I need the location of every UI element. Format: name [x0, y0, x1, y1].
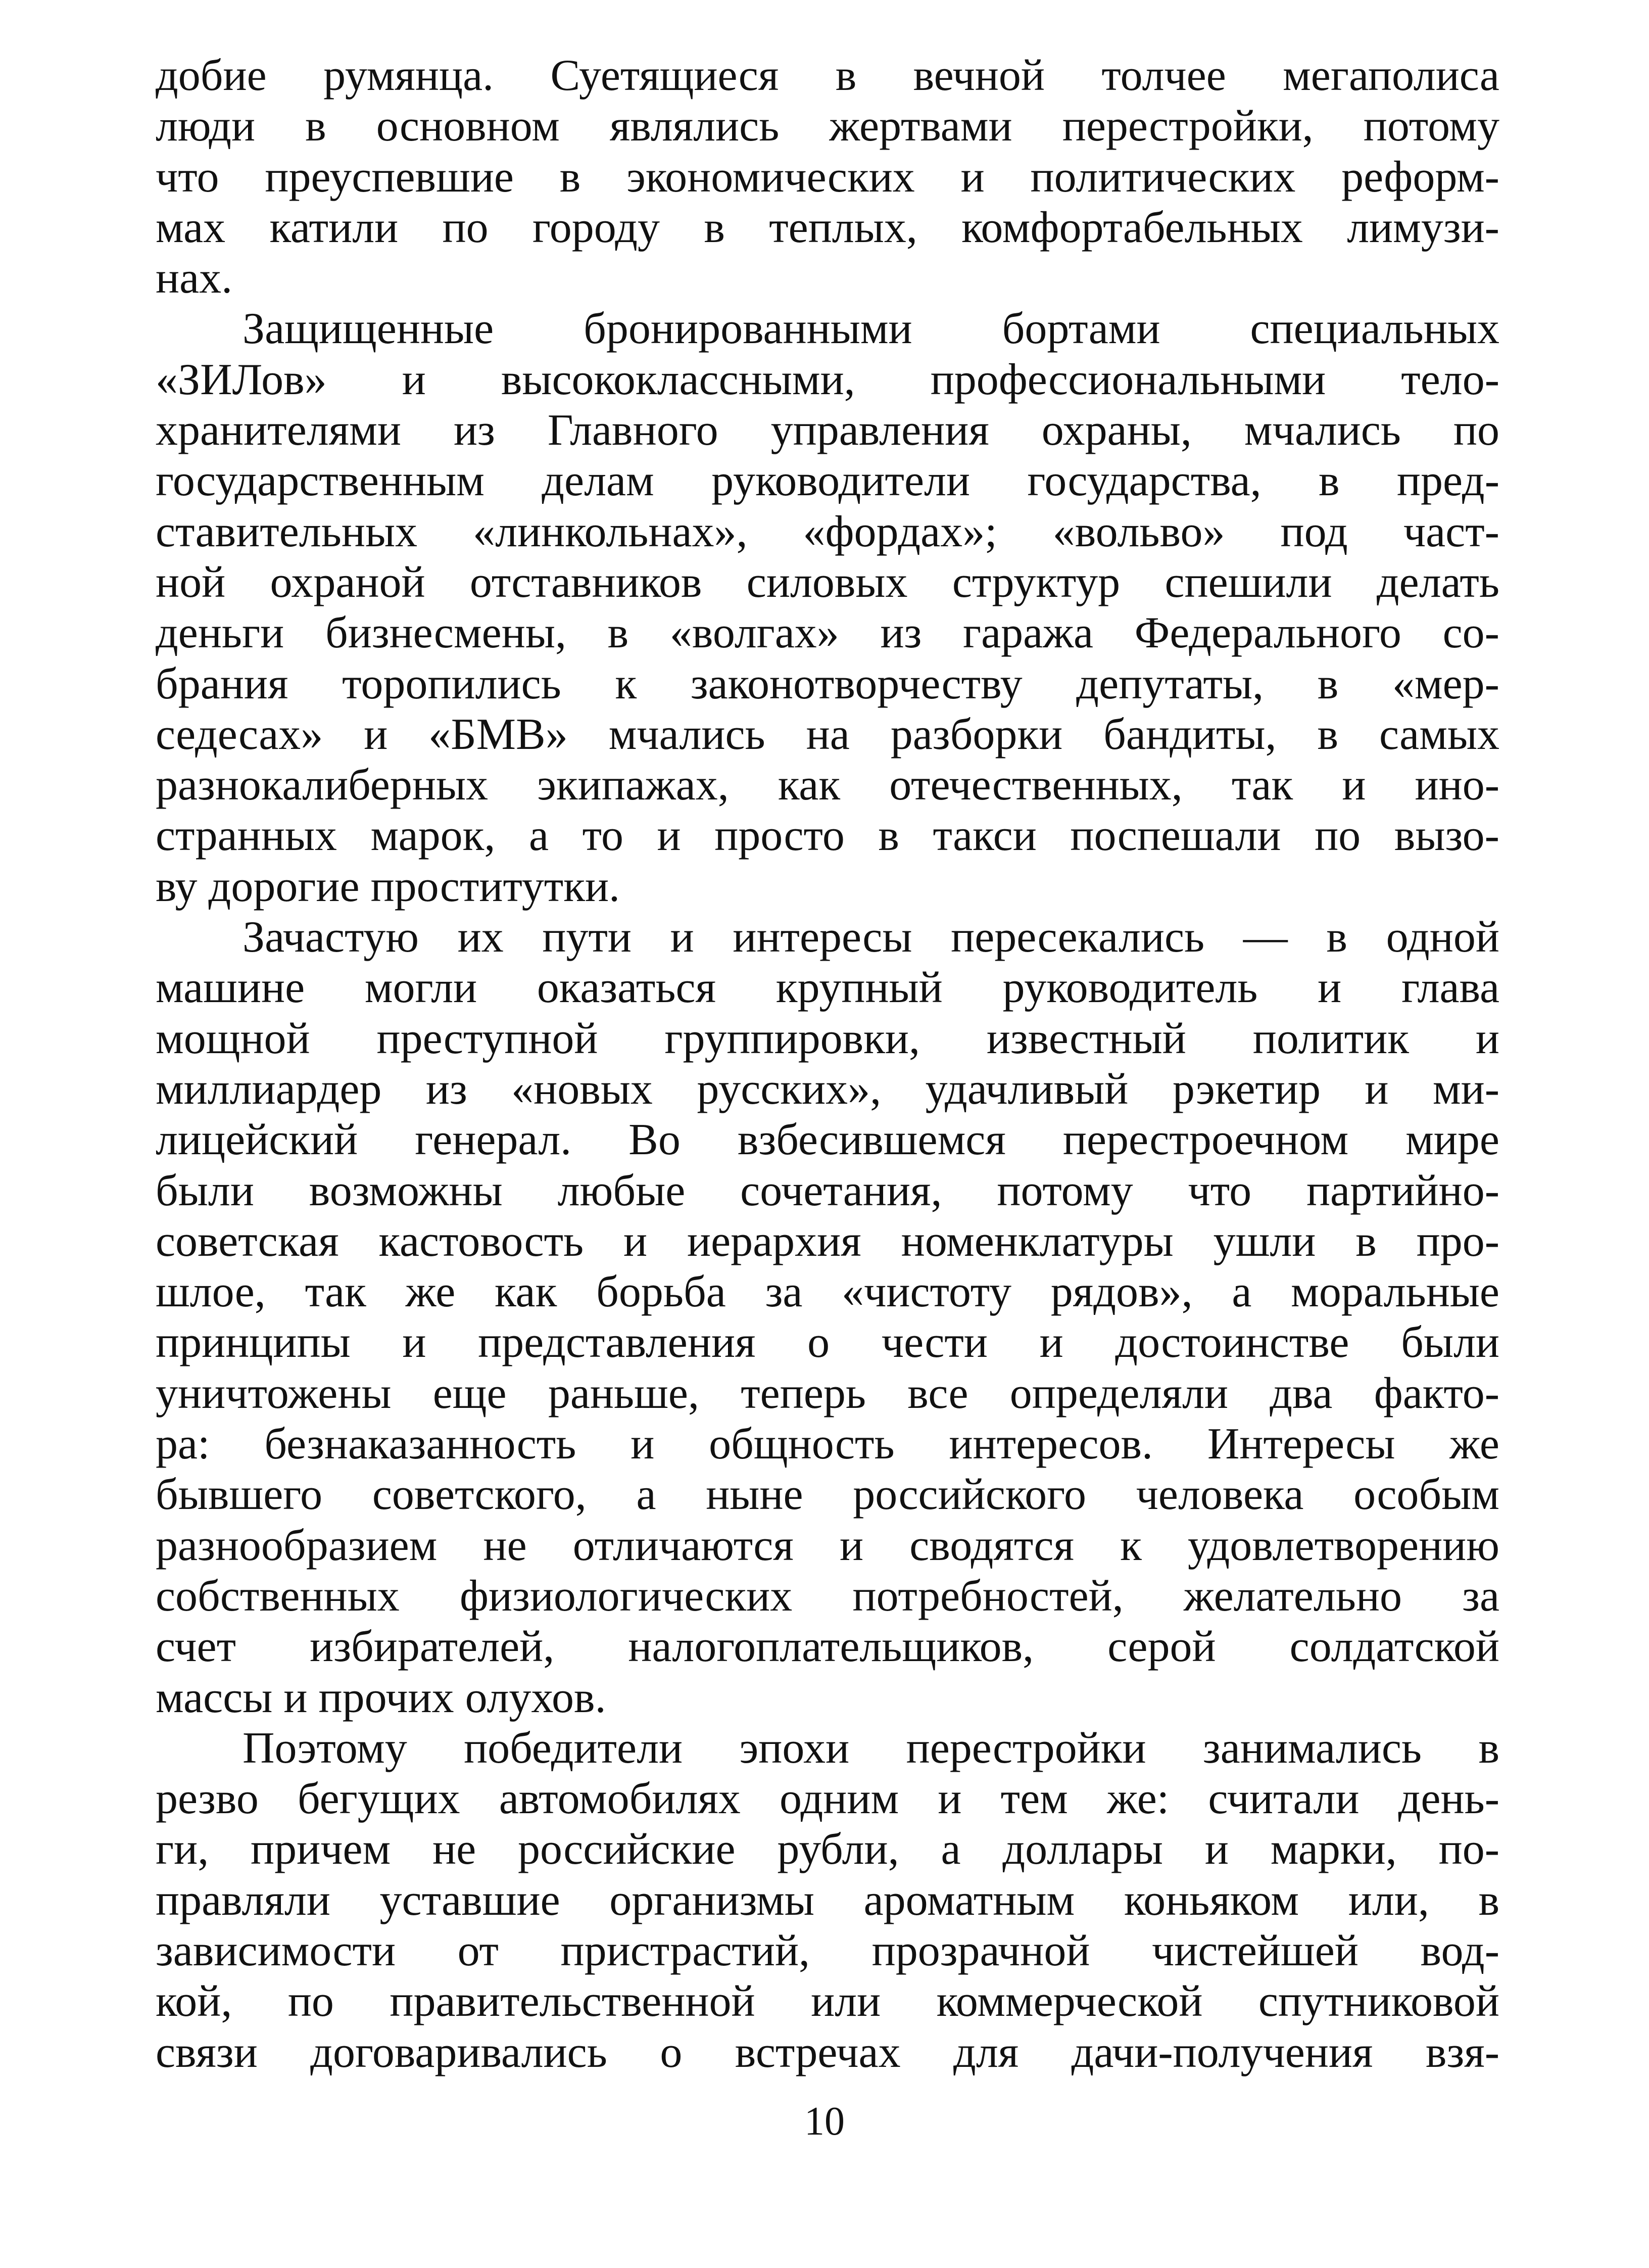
text-line: мах катили по городу в теплых, комфортабельных лимузи- — [156, 203, 1499, 252]
text-line: люди в основном являлись жертвами перестройки, потому — [156, 102, 1499, 151]
text-line: странных марок, а то и просто в такси поспешали по вызо- — [156, 811, 1499, 861]
text-line: государственным делам руководители государства, в пред- — [156, 456, 1499, 506]
text-line: машине могли оказаться крупный руководитель и глава — [156, 963, 1499, 1013]
text-line: ву дорогие проститутки. — [156, 862, 620, 911]
text-line: связи договаривались о встречах для дачи-получения взя- — [156, 2027, 1499, 2077]
text-line: разнообразием не отличаются и сводятся к удовлетворению — [156, 1521, 1499, 1570]
text-line: счет избирателей, налогоплательщиков, серой солдатской — [156, 1622, 1499, 1672]
text-line: массы и прочих олухов. — [156, 1673, 606, 1722]
text-line: кой, по правительственной или коммерческой спутниковой — [156, 1977, 1499, 2026]
text-line: лицейский генерал. Во взбесившемся перестроечном мире — [156, 1115, 1499, 1165]
text-line: «ЗИЛов» и высококлассными, профессиональными тело- — [156, 355, 1499, 404]
text-line: ги, причем не российские рубли, а доллары и марки, по- — [156, 1825, 1499, 1874]
text-line: разнокалиберных экипажах, как отечественных, так и ино- — [156, 761, 1499, 810]
text-line: мощной преступной группировки, известный политик и — [156, 1014, 1499, 1063]
text-line: Поэтому победители эпохи перестройки занимались в — [243, 1723, 1499, 1773]
text-line: нах. — [156, 254, 233, 303]
text-line: седесах» и «БМВ» мчались на разборки бандиты, в самых — [156, 710, 1499, 759]
text-line: бывшего советского, а ныне российского человека особым — [156, 1470, 1499, 1520]
text-line: брания торопились к законотворчеству депутаты, в «мер- — [156, 659, 1499, 708]
text-line: шлое, так же как борьба за «чистоту рядов», а моральные — [156, 1267, 1499, 1317]
text-line: правляли уставшие организмы ароматным коньяком или, в — [156, 1875, 1499, 1925]
body-text — [156, 51, 1499, 2078]
page-number: 10 — [804, 2099, 845, 2144]
text-line: миллиардер из «новых русских», удачливый рэкетир и ми- — [156, 1064, 1499, 1114]
text-line: ра: безнаказанность и общность интересов. Интересы же — [156, 1420, 1499, 1469]
text-line: советская кастовость и иерархия номенклатуры ушли в про- — [156, 1216, 1499, 1266]
text-line: ной охраной отставников силовых структур спешили делать — [156, 557, 1499, 607]
text-line: Защищенные бронированными бортами специальных — [243, 304, 1499, 354]
text-line: что преуспевшие в экономических и политических реформ- — [156, 152, 1499, 202]
text-line: резво бегущих автомобилях одним и тем же: считали день- — [156, 1774, 1499, 1824]
text-line: были возможны любые сочетания, потому что партийно- — [156, 1166, 1499, 1215]
text-line: деньги бизнесмены, в «волгах» из гаража Федерального со- — [156, 608, 1499, 658]
text-line: зависимости от пристрастий, прозрачной чистейшей вод- — [156, 1926, 1499, 1975]
text-line: Зачастую их пути и интересы пересекались — в одной — [243, 913, 1499, 962]
text-line: хранителями из Главного управления охраны, мчались по — [156, 406, 1499, 455]
text-line: добие румянца. Суетящиеся в вечной толчее мегаполиса — [156, 51, 1499, 100]
text-line: уничтожены еще раньше, теперь все определяли два факто- — [156, 1368, 1499, 1418]
text-line: собственных физиологических потребностей, желательно за — [156, 1571, 1499, 1621]
text-line: ставительных «линкольнах», «фордах»; «вольво» под част- — [156, 507, 1499, 556]
text-line: принципы и представления о чести и достоинстве были — [156, 1318, 1499, 1367]
